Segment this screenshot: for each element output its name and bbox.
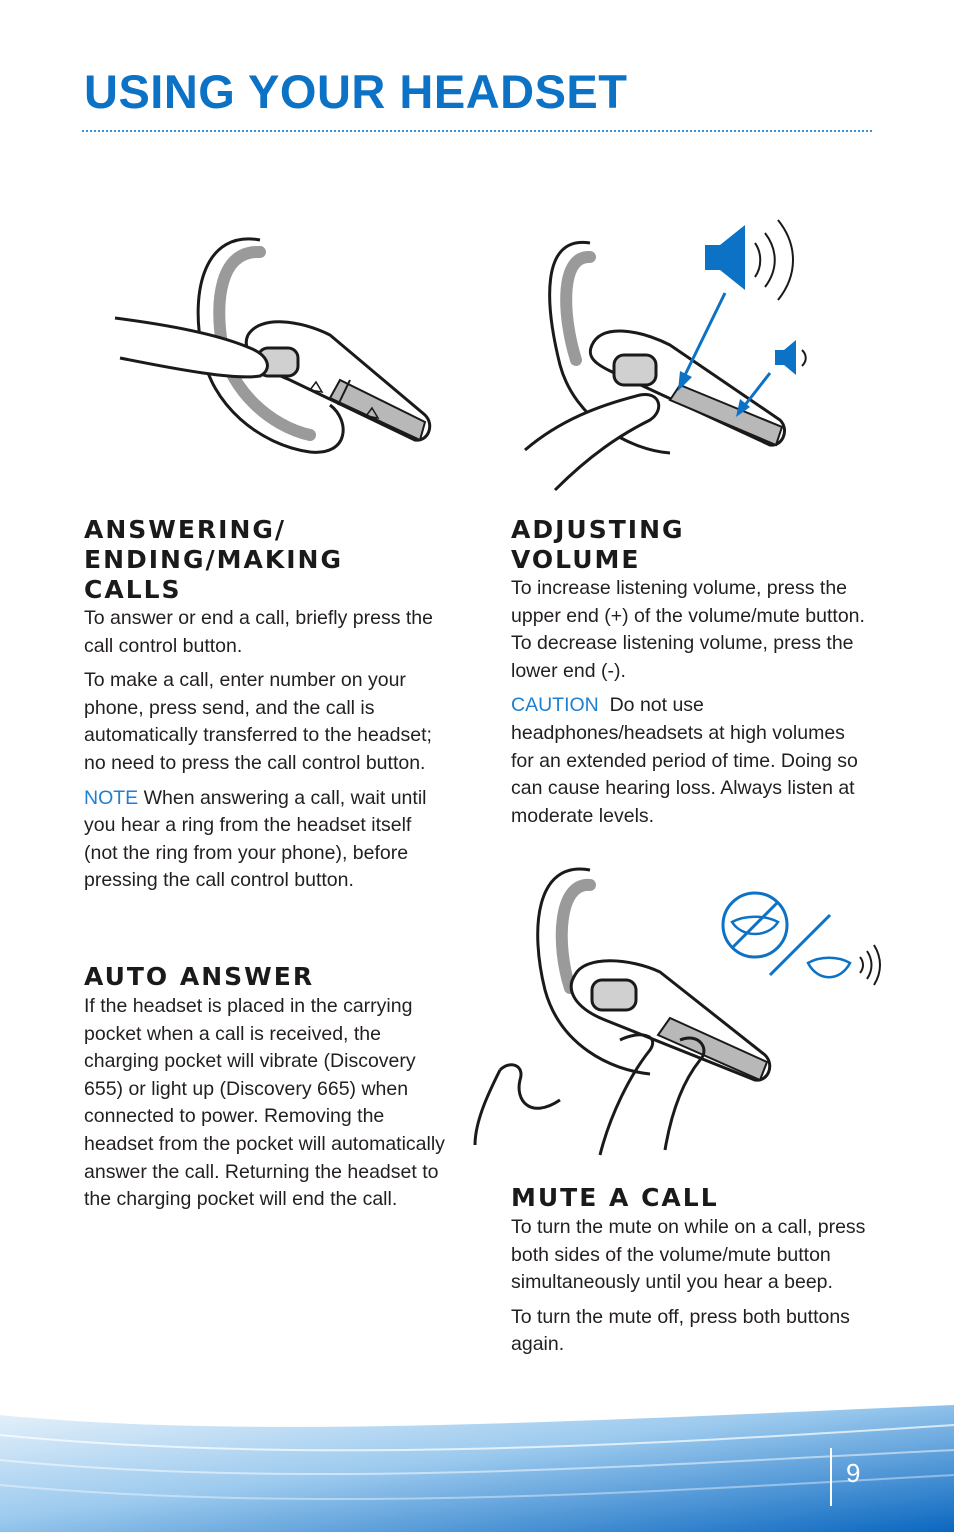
speaker-icon — [705, 220, 806, 375]
note-text: When answering a call, wait until you hear a ring from the headset itself (not the ring from your phone), before pressing the call control button. — [84, 786, 427, 892]
mute-body — [511, 1214, 873, 1366]
volume-paragraph: To increase listening volume, press the upper end (+) of the volume/mute button. To decrease listening volume, press the lower end (-). — [511, 577, 865, 682]
answering-body — [84, 605, 446, 902]
headset-mute-illustration — [470, 860, 890, 1160]
auto-answer-body — [84, 993, 446, 1221]
mute-on-paragraph: To turn the mute on while on a call, press both sides of the volume/mute button simultaneously until you hear a beep. — [511, 1216, 866, 1294]
answering-paragraph: To answer or end a call, briefly press the call control button. — [84, 607, 434, 657]
note-label: NOTE — [84, 786, 139, 809]
caution-paragraph — [511, 692, 873, 830]
mute-heading: MUTE A CALL — [511, 1183, 719, 1212]
caution-label: CAUTION — [511, 694, 599, 717]
title-divider — [82, 130, 872, 132]
page-title: USING YOUR HEADSET — [84, 65, 628, 118]
auto-answer-paragraph: If the headset is placed in the carrying pocket when a call is received, the charging pocket will vibrate (Discovery 655) or light up (Discovery 665) when connected to power. Removing the headset from the pocket will automatically answer the call. Returning the headset to the charging pocket will end the call. — [84, 995, 445, 1211]
headset-call-button-illustration — [110, 230, 440, 460]
volume-body — [511, 575, 873, 837]
note-paragraph — [84, 785, 446, 895]
making-call-paragraph: To make a call, enter number on your phone, press send, and the call is automatically transferred to the headset; no need to press the call control button. — [84, 669, 432, 774]
mute-off-paragraph: To turn the mute off, press both buttons again. — [511, 1305, 850, 1356]
mouth-muted-icon — [723, 893, 787, 957]
page-number-divider — [830, 1448, 832, 1506]
answering-heading: ANSWERING/ ENDING/MAKING CALLS — [84, 515, 343, 604]
auto-answer-heading: AUTO ANSWER — [84, 962, 315, 991]
mouth-speaking-icon — [808, 945, 880, 985]
page-number: 9 — [846, 1458, 861, 1488]
headset-volume-illustration — [520, 205, 820, 495]
volume-heading: ADJUSTING VOLUME — [511, 515, 685, 574]
footer-wave-band — [0, 1395, 954, 1532]
caution-text: Do not use headphones/headsets at high volumes for an extended period of time. Doing so can cause hearing loss. Always listen at moderate levels. — [511, 694, 858, 827]
